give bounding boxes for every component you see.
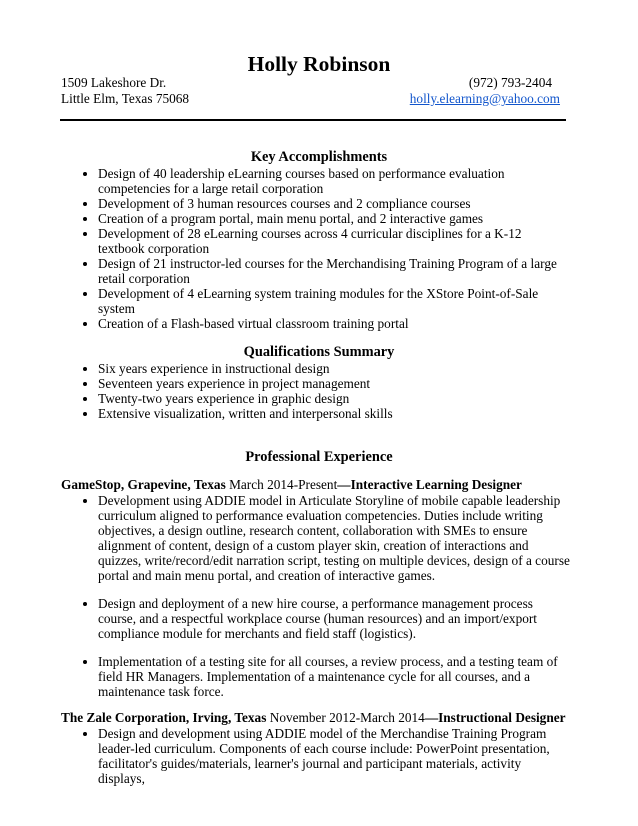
- qualifications-heading: Qualifications Summary: [243, 344, 395, 360]
- accomplishments-heading: Key Accomplishments: [250, 149, 388, 165]
- list-item: Implementation of a testing site for all courses, a review process, and a testing team of field HR Managers. Implementation of a maintenance cycle for all courses, and a maintenance task force.: [98, 654, 570, 699]
- qualifications-list: [98, 361, 560, 421]
- list-item: Design of 21 instructor-led courses for the Merchandising Training Program of a large retail corporation: [98, 256, 560, 286]
- list-item: Extensive visualization, written and interpersonal skills: [98, 406, 560, 421]
- list-item: Development of 4 eLearning system training modules for the XStore Point-of-Sale system: [98, 286, 560, 316]
- gamestop-duties: [98, 654, 570, 699]
- address-line-2: Little Elm, Texas 75068: [61, 91, 190, 106]
- accomplishments-list: [98, 166, 560, 331]
- list-item: Seventeen years experience in project management: [98, 376, 560, 391]
- list-item: Creation of a Flash-based virtual classroom training portal: [98, 316, 560, 331]
- job-dates: March 2014-Present: [225, 477, 338, 492]
- list-item: Design and development using ADDIE model of the Merchandise Training Program leader-led curriculum. Components of each course include: PowerPoint presentation, facilitator's guides/materials, learner's journal and participant materials, activity displays,: [98, 726, 570, 786]
- list-item: Development of 28 eLearning courses across 4 curricular disciplines for a K-12 textbook corporation: [98, 226, 560, 256]
- job-header-zale: [61, 710, 566, 726]
- list-item: Twenty-two years experience in graphic design: [98, 391, 560, 406]
- job-company: GameStop, Grapevine, Texas: [61, 477, 226, 492]
- experience-heading: Professional Experience: [245, 449, 393, 465]
- list-item: Development using ADDIE model in Articulate Storyline of mobile capable leadership curriculum aligned to performance evaluation competencies. Duties include writing objectives, a design outline, research content, collaboration with SMEs to ensure alignment of content, design of a custom player skin, creation of interactions and quizzes, write/record/edit narration script, testing on multiple devices, design of a course portal and main menu portal, and creation of interactive games.: [98, 493, 570, 583]
- list-item: Creation of a program portal, main menu portal, and 2 interactive games: [98, 211, 560, 226]
- candidate-name: Holly Robinson: [247, 52, 391, 76]
- job-dates: November 2012-March 2014: [266, 710, 425, 725]
- phone-number: (972) 793-2404: [468, 75, 552, 90]
- email-link[interactable]: holly.elearning@yahoo.com: [409, 91, 560, 106]
- gamestop-duties: [98, 493, 570, 583]
- job-role: —Instructional Designer: [424, 710, 566, 725]
- address-line-1: 1509 Lakeshore Dr.: [61, 75, 167, 90]
- job-role: —Interactive Learning Designer: [337, 477, 522, 492]
- job-company: The Zale Corporation, Irving, Texas: [61, 710, 267, 725]
- list-item: Design and deployment of a new hire course, a performance management process course, and a respectful workplace course (human resources) and an import/export compliance module for merchants and field staff (logistics).: [98, 596, 570, 641]
- gamestop-duties: [98, 596, 570, 641]
- list-item: Development of 3 human resources courses and 2 compliance courses: [98, 196, 560, 211]
- list-item: Six years experience in instructional design: [98, 361, 560, 376]
- header-divider: [60, 119, 566, 121]
- list-item: Design of 40 leadership eLearning courses based on performance evaluation competencies for a large retail corporation: [98, 166, 560, 196]
- job-header-gamestop: [61, 477, 522, 493]
- zale-duties: [98, 726, 570, 786]
